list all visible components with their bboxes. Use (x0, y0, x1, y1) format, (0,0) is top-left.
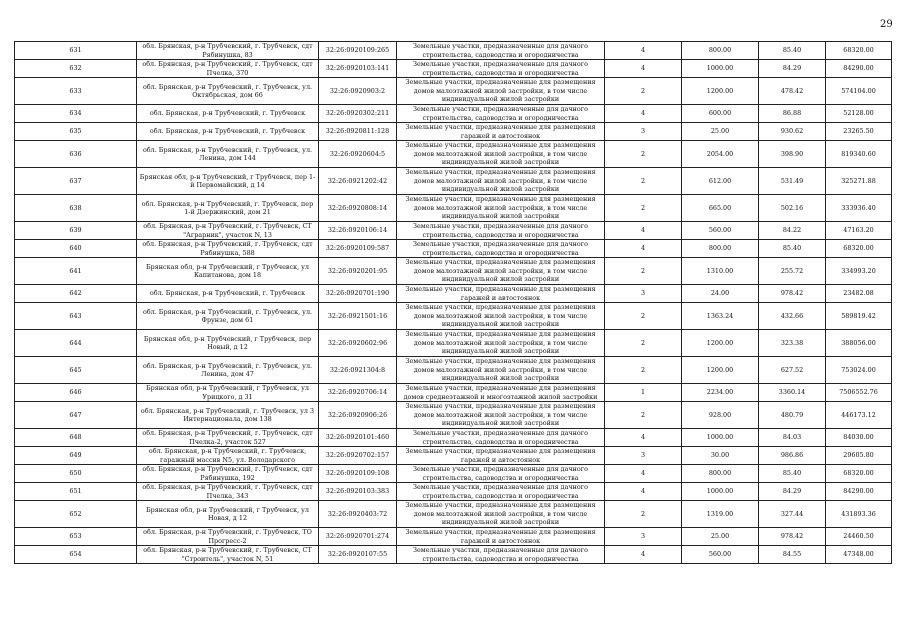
row-number: 648 (15, 429, 137, 447)
row-number: 638 (15, 195, 137, 222)
group-number-cell: 2 (605, 195, 682, 222)
row-number: 632 (15, 60, 137, 78)
specific-value-cell: 84.22 (759, 222, 826, 240)
cadastral-value-cell: 431893.36 (826, 501, 892, 528)
group-number-cell: 2 (605, 168, 682, 195)
land-use-cell: Земельные участки, предназначенные для дачного строительства, садоводства и огородничества (397, 483, 605, 501)
row-number: 637 (15, 168, 137, 195)
cadastral-number-cell: 32:26:0920906:26 (319, 402, 397, 429)
address-cell: обл. Брянская, р-н Трубчевский, г. Трубчевск (137, 105, 319, 123)
group-number-cell: 4 (605, 465, 682, 483)
row-number: 636 (15, 141, 137, 168)
land-use-cell: Земельные участки, предназначенные для размещения домов малоэтажной жилой застройки, в том числе индивидуальной жилой застройки (397, 195, 605, 222)
group-number-cell: 4 (605, 42, 682, 60)
group-number-cell: 4 (605, 483, 682, 501)
group-number-cell: 2 (605, 141, 682, 168)
address-cell: Брянская обл, р-н Трубчевский, г Трубчевск, пер Новый, д 12 (137, 330, 319, 357)
cadastral-number-cell: 32:26:0920109:587 (319, 240, 397, 258)
address-cell: обл. Брянская, р-н Трубчевский, г. Трубчевск, ул 3 Интернационала, дом 138 (137, 402, 319, 429)
area-cell: 560.00 (682, 546, 759, 564)
land-use-cell: Земельные участки, предназначенные для дачного строительства, садоводства и огородничества (397, 546, 605, 564)
table-row (15, 78, 892, 105)
table-body (15, 42, 892, 564)
table-row (15, 483, 892, 501)
row-number: 631 (15, 42, 137, 60)
cadastral-value-cell: 589819.42 (826, 303, 892, 330)
land-use-cell: Земельные участки, предназначенные для размещения домов малоэтажной жилой застройки, в том числе индивидуальной жилой застройки (397, 168, 605, 195)
land-use-cell: Земельные участки, предназначенные для размещения домов среднеэтажной и многоэтажной жилой застройки (397, 384, 605, 402)
table-row (15, 123, 892, 141)
cadastral-number-cell: 32:26:0920106:14 (319, 222, 397, 240)
land-use-cell: Земельные участки, предназначенные для размещения домов малоэтажной жилой застройки, в том числе индивидуальной жилой застройки (397, 501, 605, 528)
area-cell: 1310.00 (682, 258, 759, 285)
area-cell: 665.00 (682, 195, 759, 222)
land-use-cell: Земельные участки, предназначенные для размещения гаражей и автостоянок (397, 285, 605, 303)
cadastral-value-cell: 84290.00 (826, 60, 892, 78)
cadastral-number-cell: 32:26:0920109:265 (319, 42, 397, 60)
area-cell: 2054.00 (682, 141, 759, 168)
cadastral-value-cell: 52128.00 (826, 105, 892, 123)
group-number-cell: 4 (605, 546, 682, 564)
address-cell: обл. Брянская, р-н Трубчевский, г. Трубчевск, сдт Рябинушка, 83 (137, 42, 319, 60)
address-cell: обл. Брянская, р-н Трубчевский, г. Трубчевск, сдт Рябинушка, 192 (137, 465, 319, 483)
specific-value-cell: 86.88 (759, 105, 826, 123)
cadastral-number-cell: 32:26:0920109:108 (319, 465, 397, 483)
table-row (15, 384, 892, 402)
row-number: 652 (15, 501, 137, 528)
specific-value-cell: 930.62 (759, 123, 826, 141)
cadastral-number-cell: 32:26:0921304:8 (319, 357, 397, 384)
group-number-cell: 3 (605, 447, 682, 465)
address-cell: обл. Брянская, р-н Трубчевский, г. Трубчевск, СТ "Строитель", участок N, 51 (137, 546, 319, 564)
specific-value-cell: 531.49 (759, 168, 826, 195)
row-number: 651 (15, 483, 137, 501)
cadastral-value-cell: 24460.50 (826, 528, 892, 546)
row-number: 634 (15, 105, 137, 123)
group-number-cell: 2 (605, 78, 682, 105)
table-row (15, 168, 892, 195)
specific-value-cell: 978.42 (759, 528, 826, 546)
cadastral-value-cell: 325271.88 (826, 168, 892, 195)
table-row (15, 285, 892, 303)
row-number: 649 (15, 447, 137, 465)
table-row (15, 42, 892, 60)
row-number: 643 (15, 303, 137, 330)
address-cell: обл. Брянская, р-н Трубчевский, г. Трубчевск, сдт Пчелка, 343 (137, 483, 319, 501)
row-number: 640 (15, 240, 137, 258)
address-cell: Брянская обл, р-н Трубчевский, г Трубчевск, ул Новая, д 12 (137, 501, 319, 528)
area-cell: 1000.00 (682, 429, 759, 447)
cadastral-number-cell: 32:26:0920403:72 (319, 501, 397, 528)
area-cell: 1200.00 (682, 78, 759, 105)
land-use-cell: Земельные участки, предназначенные для размещения домов малоэтажной жилой застройки, в том числе индивидуальной жилой застройки (397, 78, 605, 105)
specific-value-cell: 502.16 (759, 195, 826, 222)
cadastral-value-cell: 388056.00 (826, 330, 892, 357)
table-row (15, 402, 892, 429)
area-cell: 600.00 (682, 105, 759, 123)
cadastral-number-cell: 32:26:0920103:141 (319, 60, 397, 78)
area-cell: 560.00 (682, 222, 759, 240)
table-row (15, 447, 892, 465)
address-cell: Брянская обл, р-н Трубчевский, г Трубчевск, пер 1-й Первомайский, д 14 (137, 168, 319, 195)
area-cell: 1363.24 (682, 303, 759, 330)
land-use-cell: Земельные участки, предназначенные для дачного строительства, садоводства и огородничества (397, 60, 605, 78)
area-cell: 2234.00 (682, 384, 759, 402)
table-row (15, 528, 892, 546)
cadastral-number-cell: 32:26:0920103:383 (319, 483, 397, 501)
area-cell: 1000.00 (682, 60, 759, 78)
specific-value-cell: 84.29 (759, 483, 826, 501)
group-number-cell: 2 (605, 258, 682, 285)
specific-value-cell: 85.40 (759, 240, 826, 258)
cadastral-value-cell: 47348.00 (826, 546, 892, 564)
cadastral-value-cell: 68320.00 (826, 240, 892, 258)
table-row (15, 429, 892, 447)
cadastral-number-cell: 32:26:0920602:96 (319, 330, 397, 357)
specific-value-cell: 85.40 (759, 42, 826, 60)
group-number-cell: 2 (605, 330, 682, 357)
table-row (15, 141, 892, 168)
group-number-cell: 2 (605, 402, 682, 429)
address-cell: обл. Брянская, р-н Трубчевский, г. Трубчевск, ул. Фрунзе, дом 61 (137, 303, 319, 330)
row-number: 642 (15, 285, 137, 303)
land-use-cell: Земельные участки, предназначенные для размещения гаражей и автостоянок (397, 123, 605, 141)
cadastral-value-cell: 84030.00 (826, 429, 892, 447)
row-number: 644 (15, 330, 137, 357)
row-number: 641 (15, 258, 137, 285)
group-number-cell: 4 (605, 105, 682, 123)
cadastral-number-cell: 32:26:0920706:14 (319, 384, 397, 402)
cadastral-value-cell: 29605.80 (826, 447, 892, 465)
address-cell: обл. Брянская, р-н Трубчевский, г. Трубчевск, ТО Прогресс-2 (137, 528, 319, 546)
group-number-cell: 4 (605, 60, 682, 78)
group-number-cell: 4 (605, 240, 682, 258)
land-use-cell: Земельные участки, предназначенные для размещения домов малоэтажной жилой застройки, в том числе индивидуальной жилой застройки (397, 402, 605, 429)
address-cell: Брянская обл, р-н Трубчевский, г Трубчевск, ул Капитанова, дом 18 (137, 258, 319, 285)
row-number: 645 (15, 357, 137, 384)
table-row (15, 60, 892, 78)
row-number: 650 (15, 465, 137, 483)
cadastral-number-cell: 32:26:0920302:211 (319, 105, 397, 123)
specific-value-cell: 986.86 (759, 447, 826, 465)
cadastral-value-cell: 819340.60 (826, 141, 892, 168)
cadastral-number-cell: 32:26:0921501:16 (319, 303, 397, 330)
area-cell: 612.00 (682, 168, 759, 195)
row-number: 646 (15, 384, 137, 402)
group-number-cell: 4 (605, 429, 682, 447)
group-number-cell: 2 (605, 501, 682, 528)
table-row (15, 501, 892, 528)
group-number-cell: 2 (605, 357, 682, 384)
land-use-cell: Земельные участки, предназначенные для дачного строительства, садоводства и огородничества (397, 105, 605, 123)
table-row (15, 240, 892, 258)
address-cell: обл. Брянская, р-н Трубчевский, г. Трубчевск, сдт Пчелка-2, участок 527 (137, 429, 319, 447)
land-use-cell: Земельные участки, предназначенные для размещения домов малоэтажной жилой застройки, в том числе индивидуальной жилой застройки (397, 258, 605, 285)
cadastral-value-table (14, 41, 892, 564)
area-cell: 800.00 (682, 465, 759, 483)
cadastral-number-cell: 32:26:0920701:190 (319, 285, 397, 303)
specific-value-cell: 978.42 (759, 285, 826, 303)
land-use-cell: Земельные участки, предназначенные для размещения гаражей и автостоянок (397, 528, 605, 546)
land-use-cell: Земельные участки, предназначенные для размещения домов малоэтажной жилой застройки, в том числе индивидуальной жилой застройки (397, 330, 605, 357)
table-row (15, 303, 892, 330)
area-cell: 1200.00 (682, 330, 759, 357)
specific-value-cell: 85.40 (759, 465, 826, 483)
table-row (15, 195, 892, 222)
row-number: 639 (15, 222, 137, 240)
table-row (15, 357, 892, 384)
address-cell: обл. Брянская, р-н Трубчевский, г. Трубчевск, СТ "Аграрник", участок N, 13 (137, 222, 319, 240)
land-use-cell: Земельные участки, предназначенные для размещения домов малоэтажной жилой застройки, в том числе индивидуальной жилой застройки (397, 303, 605, 330)
specific-value-cell: 255.72 (759, 258, 826, 285)
address-cell: обл. Брянская, р-н Трубчевский, г. Трубчевск (137, 285, 319, 303)
cadastral-number-cell: 32:26:0921202:42 (319, 168, 397, 195)
group-number-cell: 2 (605, 303, 682, 330)
row-number: 647 (15, 402, 137, 429)
specific-value-cell: 478.42 (759, 78, 826, 105)
address-cell: Брянская обл, р-н Трубчевский, г Трубчевск, ул Урицкого, д 31 (137, 384, 319, 402)
area-cell: 1319.00 (682, 501, 759, 528)
cadastral-number-cell: 32:26:0920811:128 (319, 123, 397, 141)
area-cell: 1200.00 (682, 357, 759, 384)
land-use-cell: Земельные участки, предназначенные для размещения домов малоэтажной жилой застройки, в том числе индивидуальной жилой застройки (397, 141, 605, 168)
cadastral-number-cell: 32:26:0920808:14 (319, 195, 397, 222)
table-row (15, 330, 892, 357)
cadastral-number-cell: 32:26:0920107:55 (319, 546, 397, 564)
area-cell: 25.00 (682, 528, 759, 546)
area-cell: 1000.00 (682, 483, 759, 501)
cadastral-value-cell: 23482.08 (826, 285, 892, 303)
land-use-cell: Земельные участки, предназначенные для дачного строительства, садоводства и огородничества (397, 240, 605, 258)
cadastral-value-cell: 68320.00 (826, 42, 892, 60)
group-number-cell: 3 (605, 528, 682, 546)
address-cell: обл. Брянская, р-н Трубчевский, г. Трубчевск, сдт Рябинушка, 588 (137, 240, 319, 258)
cadastral-value-cell: 84290.00 (826, 483, 892, 501)
specific-value-cell: 327.44 (759, 501, 826, 528)
table-row (15, 105, 892, 123)
row-number: 653 (15, 528, 137, 546)
group-number-cell: 1 (605, 384, 682, 402)
cadastral-value-cell: 333936.40 (826, 195, 892, 222)
area-cell: 30.00 (682, 447, 759, 465)
cadastral-number-cell: 32:26:0920903:2 (319, 78, 397, 105)
table-row (15, 258, 892, 285)
address-cell: обл. Брянская, р-н Трубчевский, г. Трубчевск, пер 1-й Дзержинский, дом 21 (137, 195, 319, 222)
cadastral-value-cell: 68320.00 (826, 465, 892, 483)
table-row (15, 546, 892, 564)
area-cell: 800.00 (682, 240, 759, 258)
address-cell: обл. Брянская, р-н Трубчевский, г. Трубчевск (137, 123, 319, 141)
land-use-cell: Земельные участки, предназначенные для дачного строительства, садоводства и огородничества (397, 465, 605, 483)
cadastral-number-cell: 32:26:0920101:460 (319, 429, 397, 447)
area-cell: 800.00 (682, 42, 759, 60)
address-cell: обл. Брянская, р-н Трубчевский, г. Трубчевск, сдт Пчелка, 370 (137, 60, 319, 78)
land-use-cell: Земельные участки, предназначенные для дачного строительства, садоводства и огородничества (397, 42, 605, 60)
row-number: 633 (15, 78, 137, 105)
specific-value-cell: 627.52 (759, 357, 826, 384)
cadastral-value-cell: 23265.50 (826, 123, 892, 141)
address-cell: обл. Брянская, р-н Трубчевский, г. Трубчевск, гаражный массив N5, ул. Володарского (137, 447, 319, 465)
specific-value-cell: 323.38 (759, 330, 826, 357)
specific-value-cell: 480.79 (759, 402, 826, 429)
cadastral-value-cell: 7506552.76 (826, 384, 892, 402)
cadastral-value-cell: 446173.12 (826, 402, 892, 429)
cadastral-number-cell: 32:26:0920701:274 (319, 528, 397, 546)
address-cell: обл. Брянская, р-н Трубчевский, г. Трубчевск, ул. Октябрьская, дом 66 (137, 78, 319, 105)
group-number-cell: 3 (605, 285, 682, 303)
cadastral-value-cell: 334993.20 (826, 258, 892, 285)
specific-value-cell: 84.29 (759, 60, 826, 78)
cadastral-number-cell: 32:26:0920201:95 (319, 258, 397, 285)
specific-value-cell: 84.55 (759, 546, 826, 564)
cadastral-number-cell: 32:26:0920702:157 (319, 447, 397, 465)
specific-value-cell: 3360.14 (759, 384, 826, 402)
row-number: 635 (15, 123, 137, 141)
land-use-cell: Земельные участки, предназначенные для дачного строительства, садоводства и огородничества (397, 222, 605, 240)
table-row (15, 465, 892, 483)
land-use-cell: Земельные участки, предназначенные для дачного строительства, садоводства и огородничества (397, 429, 605, 447)
land-use-cell: Земельные участки, предназначенные для размещения гаражей и автостоянок (397, 447, 605, 465)
specific-value-cell: 398.90 (759, 141, 826, 168)
cadastral-value-cell: 47163.20 (826, 222, 892, 240)
cadastral-value-cell: 574104.00 (826, 78, 892, 105)
row-number: 654 (15, 546, 137, 564)
area-cell: 928.00 (682, 402, 759, 429)
specific-value-cell: 84.03 (759, 429, 826, 447)
page-number: 29 (880, 19, 893, 30)
cadastral-value-cell: 753024.00 (826, 357, 892, 384)
specific-value-cell: 432.66 (759, 303, 826, 330)
cadastral-number-cell: 32:26:0920604:5 (319, 141, 397, 168)
address-cell: обл. Брянская, р-н Трубчевский, г. Трубчевск, ул. Ленина, дом 144 (137, 141, 319, 168)
land-use-cell: Земельные участки, предназначенные для размещения домов малоэтажной жилой застройки, в том числе индивидуальной жилой застройки (397, 357, 605, 384)
area-cell: 25.00 (682, 123, 759, 141)
address-cell: обл. Брянская, р-н Трубчевский, г. Трубчевск, ул. Ленина, дом 47 (137, 357, 319, 384)
group-number-cell: 4 (605, 222, 682, 240)
area-cell: 24.00 (682, 285, 759, 303)
group-number-cell: 3 (605, 123, 682, 141)
table-row (15, 222, 892, 240)
